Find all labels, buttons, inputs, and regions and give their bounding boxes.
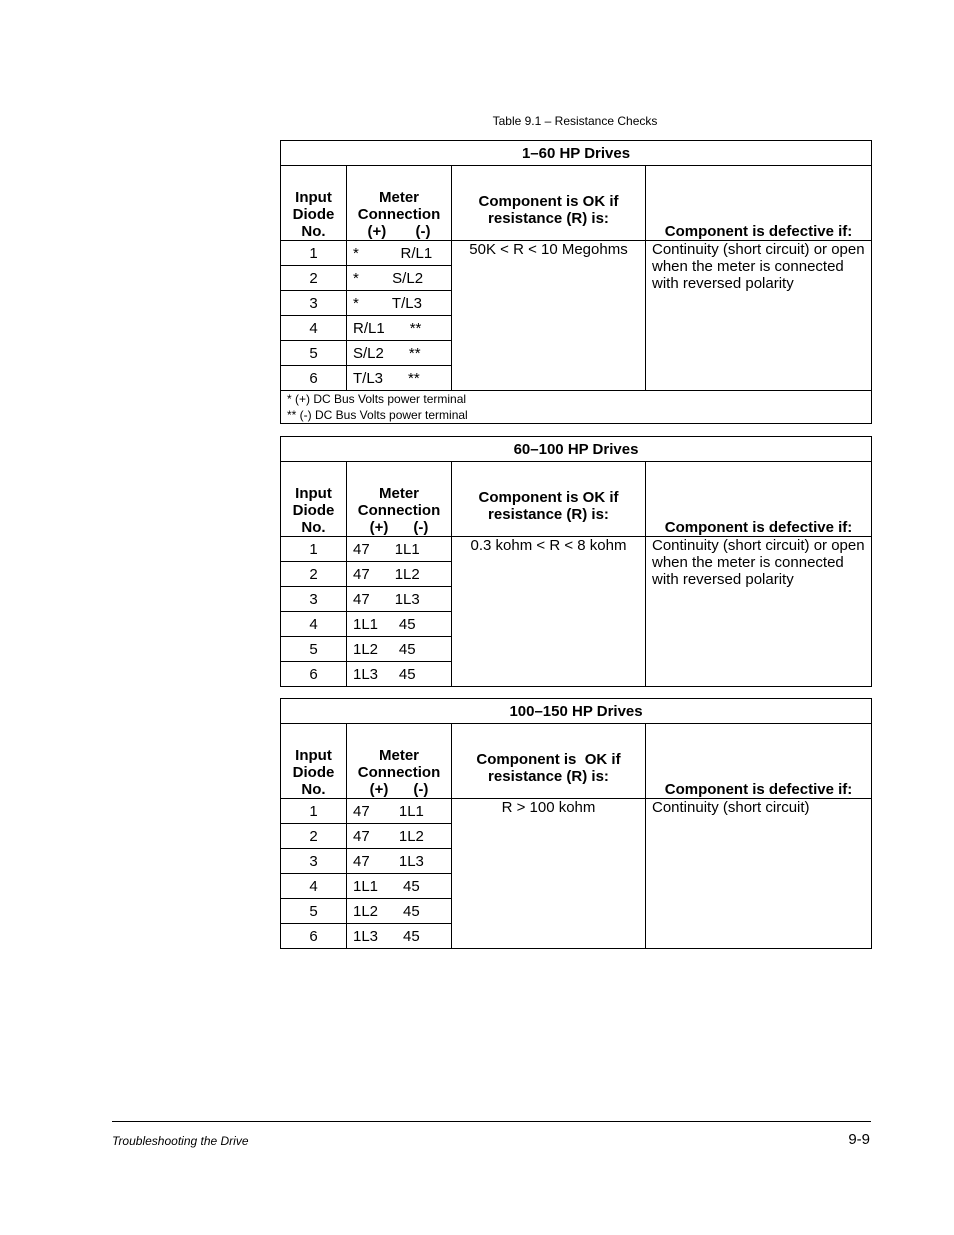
diode-number: 5	[281, 341, 347, 366]
meter-connection: 1L2 45	[347, 637, 452, 662]
input-diode-header	[281, 462, 347, 537]
meter-connection-header	[347, 462, 452, 537]
diode-number: 4	[281, 612, 347, 637]
meter-connection: 47 1L3	[347, 587, 452, 612]
page-number: 9-9	[848, 1131, 870, 1148]
diode-number: 2	[281, 562, 347, 587]
diode-number: 5	[281, 637, 347, 662]
ok-condition-header	[452, 724, 646, 799]
ok-resistance-value: 50K < R < 10 Megohms	[452, 241, 646, 391]
header-line: No.	[301, 223, 326, 240]
diode-number: 1	[281, 241, 347, 266]
meter-connection: 47 1L3	[347, 849, 452, 874]
meter-connection: 47 1L1	[347, 537, 452, 562]
footer-divider	[112, 1121, 871, 1122]
table-row	[281, 799, 872, 824]
header-line: Connection	[357, 502, 441, 519]
header-line: Diode	[292, 764, 335, 781]
header-line: Input	[295, 747, 332, 764]
resistance-table	[280, 140, 872, 424]
diode-number: 2	[281, 824, 347, 849]
resistance-table	[280, 436, 872, 687]
header-line: Diode	[292, 502, 335, 519]
defective-condition-value: Continuity (short circuit) or open when the meter is connected with reversed polarity	[646, 241, 872, 391]
header-line: Input	[295, 189, 332, 206]
table-row	[281, 537, 872, 562]
meter-connection: 1L2 45	[347, 899, 452, 924]
diode-number: 4	[281, 316, 347, 341]
meter-connection: 1L1 45	[347, 874, 452, 899]
footer-section-title: Troubleshooting the Drive	[112, 1134, 249, 1148]
header-line: (+) (-)	[369, 519, 429, 536]
diode-number: 3	[281, 291, 347, 316]
diode-number: 3	[281, 849, 347, 874]
meter-connection: * R/L1	[347, 241, 452, 266]
header-line: (+) (-)	[367, 223, 431, 240]
diode-number: 1	[281, 537, 347, 562]
header-line: resistance (R) is:	[488, 506, 609, 523]
meter-connection: R/L1 **	[347, 316, 452, 341]
footnote: * (+) DC Bus Volts power terminal	[287, 392, 467, 406]
header-line: (+) (-)	[369, 781, 429, 798]
meter-connection: T/L3 **	[347, 366, 452, 391]
meter-connection-header	[347, 166, 452, 241]
header-line: resistance (R) is:	[488, 210, 609, 227]
header-line: Connection	[357, 764, 441, 781]
header-line: resistance (R) is:	[488, 768, 609, 785]
meter-connection: 47 1L1	[347, 799, 452, 824]
diode-number: 4	[281, 874, 347, 899]
defective-condition-value: Continuity (short circuit) or open when the meter is connected with reversed polarity	[646, 537, 872, 687]
header-line: Connection	[357, 206, 441, 223]
diode-number: 6	[281, 924, 347, 949]
ok-resistance-value: R > 100 kohm	[452, 799, 646, 949]
header-line: Component is OK if	[476, 751, 621, 768]
header-line: Meter	[378, 747, 419, 764]
meter-connection-header	[347, 724, 452, 799]
header-line: Component is OK if	[478, 489, 619, 506]
defective-condition-value: Continuity (short circuit)	[646, 799, 872, 949]
diode-number: 1	[281, 799, 347, 824]
header-line: Diode	[292, 206, 335, 223]
header-line: No.	[301, 519, 326, 536]
table-caption: Table 9.1 – Resistance Checks	[492, 114, 658, 128]
table-footnotes	[281, 391, 872, 424]
table-row	[281, 241, 872, 266]
input-diode-header	[281, 724, 347, 799]
header-line: Meter	[378, 485, 419, 502]
table-title: 1–60 HP Drives	[281, 141, 872, 166]
diode-number: 3	[281, 587, 347, 612]
header-line: No.	[301, 781, 326, 798]
resistance-table	[280, 698, 872, 949]
input-diode-header	[281, 166, 347, 241]
defective-condition-header: Component is defective if:	[646, 462, 872, 537]
diode-number: 2	[281, 266, 347, 291]
defective-condition-header: Component is defective if:	[646, 724, 872, 799]
meter-connection: 1L3 45	[347, 662, 452, 687]
ok-condition-header	[452, 462, 646, 537]
defective-condition-header: Component is defective if:	[646, 166, 872, 241]
table-title: 60–100 HP Drives	[281, 437, 872, 462]
meter-connection: 1L1 45	[347, 612, 452, 637]
meter-connection: S/L2 **	[347, 341, 452, 366]
diode-number: 5	[281, 899, 347, 924]
diode-number: 6	[281, 366, 347, 391]
meter-connection: 1L3 45	[347, 924, 452, 949]
meter-connection: 47 1L2	[347, 824, 452, 849]
table-title: 100–150 HP Drives	[281, 699, 872, 724]
meter-connection: * T/L3	[347, 291, 452, 316]
footnote: ** (-) DC Bus Volts power terminal	[287, 408, 468, 422]
ok-resistance-value: 0.3 kohm < R < 8 kohm	[452, 537, 646, 687]
header-line: Meter	[378, 189, 419, 206]
diode-number: 6	[281, 662, 347, 687]
header-line: Component is OK if	[478, 193, 619, 210]
ok-condition-header	[452, 166, 646, 241]
header-line: Input	[295, 485, 332, 502]
meter-connection: 47 1L2	[347, 562, 452, 587]
meter-connection: * S/L2	[347, 266, 452, 291]
